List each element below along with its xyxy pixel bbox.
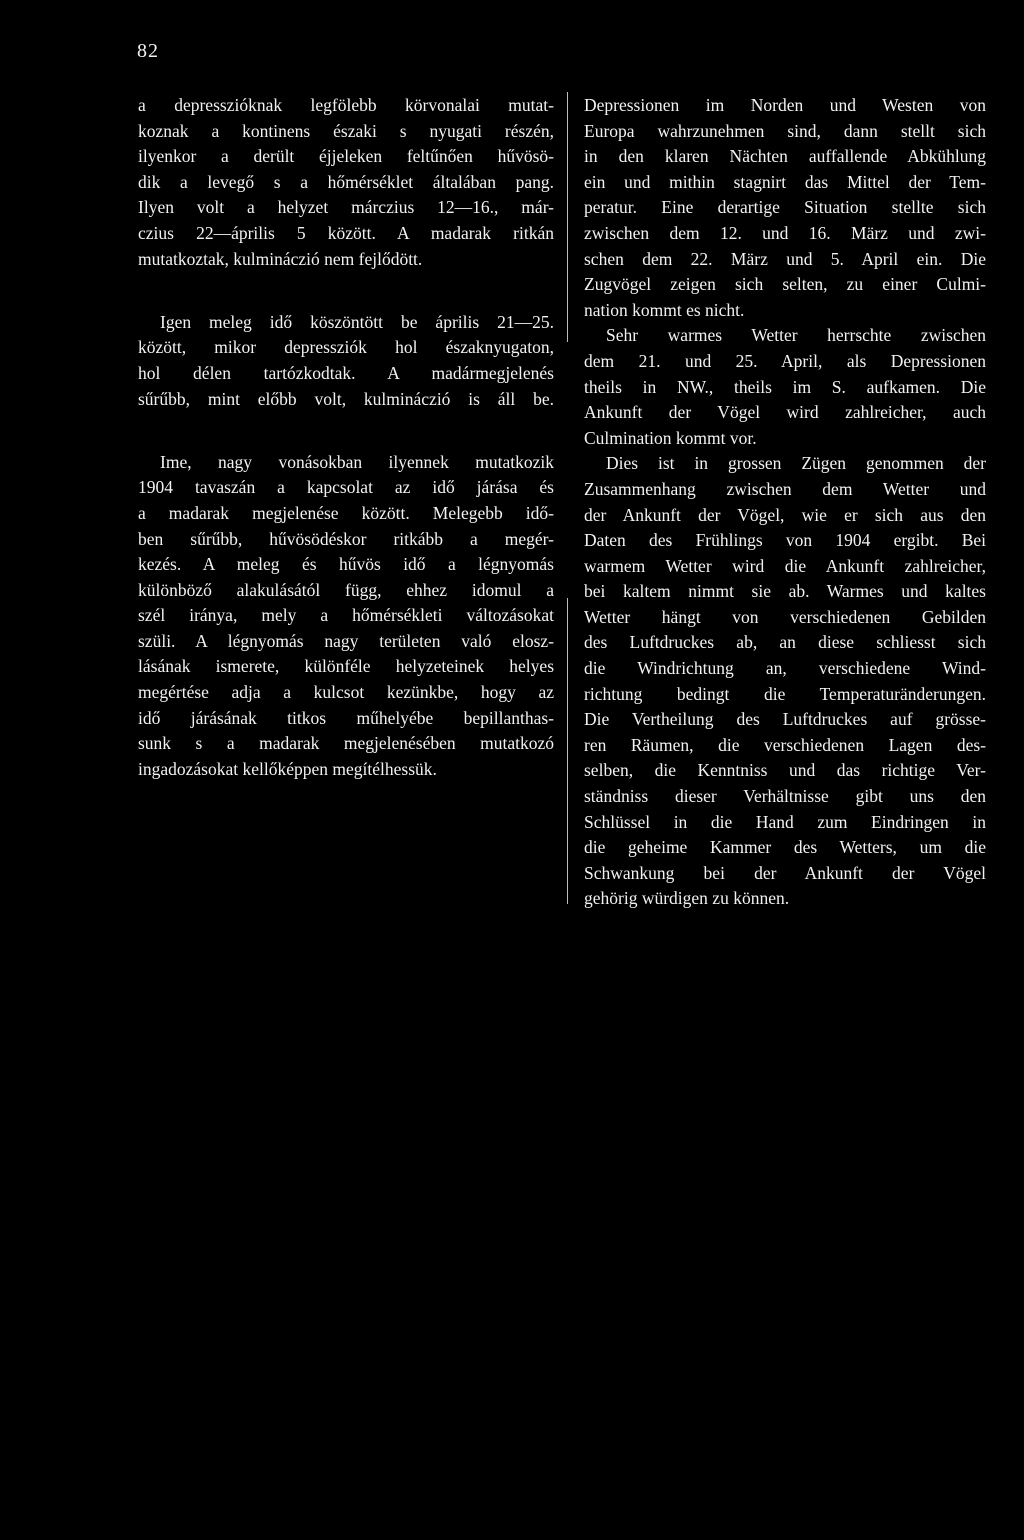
text-line: Wetter hängt von verschiedenen Gebilden	[584, 606, 986, 627]
text-line: ren Räumen, die verschiedenen Lagen des-	[584, 734, 986, 755]
text-line: mutatkoztak, kulmináczió nem fejlődött.	[138, 248, 423, 269]
text-line: des Luftdruckes ab, an diese schliesst sich	[584, 632, 986, 653]
text-line: peratur. Eine derartige Situation stellte sich	[584, 197, 986, 218]
text-line: Daten des Frühlings von 1904 ergibt. Bei	[584, 530, 986, 551]
text-line: hol délen tartózkodtak. A madármegjelenés	[138, 362, 554, 383]
text-line: die geheime Kammer des Wetters, um die	[584, 837, 986, 858]
text-line: dem 21. und 25. April, als Depressionen	[584, 350, 986, 371]
text-line: között, mikor depressziók hol északnyugaton,	[138, 337, 554, 358]
text-line: der Ankunft der Vögel, wie er sich aus den	[584, 504, 986, 525]
hungarian-column	[138, 93, 554, 782]
text-line: Ilyen volt a helyzet márczius 12—16., már-	[138, 197, 554, 218]
column-divider-upper	[567, 92, 568, 342]
text-line: ein und mithin stagnirt das Mittel der Tem-	[584, 171, 986, 192]
text-line: Schlüssel in die Hand zum Eindringen in	[584, 811, 986, 832]
text-line: kezés. A meleg és hűvös idő a légnyomás	[138, 554, 554, 575]
text-line: 1904 tavaszán a kapcsolat az idő járása és	[138, 477, 554, 498]
text-line: selben, die Kenntniss und das richtige Ver-	[584, 760, 986, 781]
text-line: ilyenkor a derült éjjeleken feltűnően hűvösö-	[138, 146, 554, 167]
text-line: czius 22—április 5 között. A madarak ritkán	[138, 222, 554, 243]
text-line: Ime, nagy vonásokban ilyennek mutatkozik	[160, 451, 554, 472]
text-line: szüli. A légnyomás nagy területen való elosz-	[138, 630, 554, 651]
text-line: in den klaren Nächten auffallende Abkühlung	[584, 146, 986, 167]
text-line: Europa wahrzunehmen sind, dann stellt sich	[584, 120, 986, 141]
text-line: bei kaltem nimmt sie ab. Warmes und kaltes	[584, 581, 986, 602]
text-line: ständniss dieser Verhältnisse gibt uns den	[584, 786, 986, 807]
text-line: Igen meleg idő köszöntött be április 21—25.	[160, 311, 554, 332]
german-column	[584, 93, 986, 912]
text-line: szél iránya, mely a hőmérsékleti változásokat	[138, 605, 554, 626]
text-line: sunk s a madarak megjelenésében mutatkozó	[138, 733, 554, 754]
text-line: sűrűbb, mint előbb volt, kulmináczió is áll be.	[138, 388, 554, 409]
text-line: Sehr warmes Wetter herrschte zwischen	[606, 325, 986, 346]
page-number: 82	[137, 40, 159, 62]
text-line: különböző alakulásától függ, ehhez idomul a	[138, 579, 554, 600]
text-line: warmem Wetter wird die Ankunft zahlreicher,	[584, 555, 986, 576]
column-divider-lower	[567, 598, 568, 904]
text-line: idő járásának titkos műhelyébe bepillanthas-	[138, 707, 554, 728]
text-line: a madarak megjelenése között. Melegebb idő-	[138, 502, 554, 523]
text-line: richtung bedingt die Temperaturänderungen.	[584, 683, 986, 704]
text-line: Schwankung bei der Ankunft der Vögel	[584, 862, 986, 883]
text-line: ben sűrűbb, hűvösödéskor ritkább a megér-	[138, 528, 554, 549]
text-line: die Windrichtung an, verschiedene Wind-	[584, 658, 986, 679]
text-line: lásának ismerete, különféle helyzeteinek helyes	[138, 656, 554, 677]
text-line: ingadozásokat kellőképpen megítélhessük.	[138, 758, 437, 779]
text-line: Dies ist in grossen Zügen genommen der	[606, 453, 986, 474]
text-line: theils in NW., theils im S. aufkamen. Die	[584, 376, 986, 397]
text-line: Zusammenhang zwischen dem Wetter und	[584, 478, 986, 499]
text-line: nation kommt es nicht.	[584, 299, 745, 320]
text-line: megértése adja a kulcsot kezünkbe, hogy az	[138, 682, 554, 703]
text-line: Zugvögel zeigen sich selten, zu einer Culmi-	[584, 274, 986, 295]
text-line: Culmination kommt vor.	[584, 427, 757, 448]
text-line: gehörig würdigen zu können.	[584, 888, 790, 909]
text-line: dik a levegő s a hőmérséklet általában pang.	[138, 171, 554, 192]
text-line: zwischen dem 12. und 16. März und zwi-	[584, 222, 986, 243]
text-line: Depressionen im Norden und Westen von	[584, 95, 986, 115]
text-line: koznak a kontinens északi s nyugati részén,	[138, 120, 554, 141]
text-line: schen dem 22. März und 5. April ein. Die	[584, 248, 986, 269]
text-line: Die Vertheilung des Luftdruckes auf grösse-	[584, 709, 986, 730]
text-line: a depresszióknak legfölebb körvonalai mutat-	[138, 95, 554, 115]
text-line: Ankunft der Vögel wird zahlreicher, auch	[584, 402, 986, 423]
